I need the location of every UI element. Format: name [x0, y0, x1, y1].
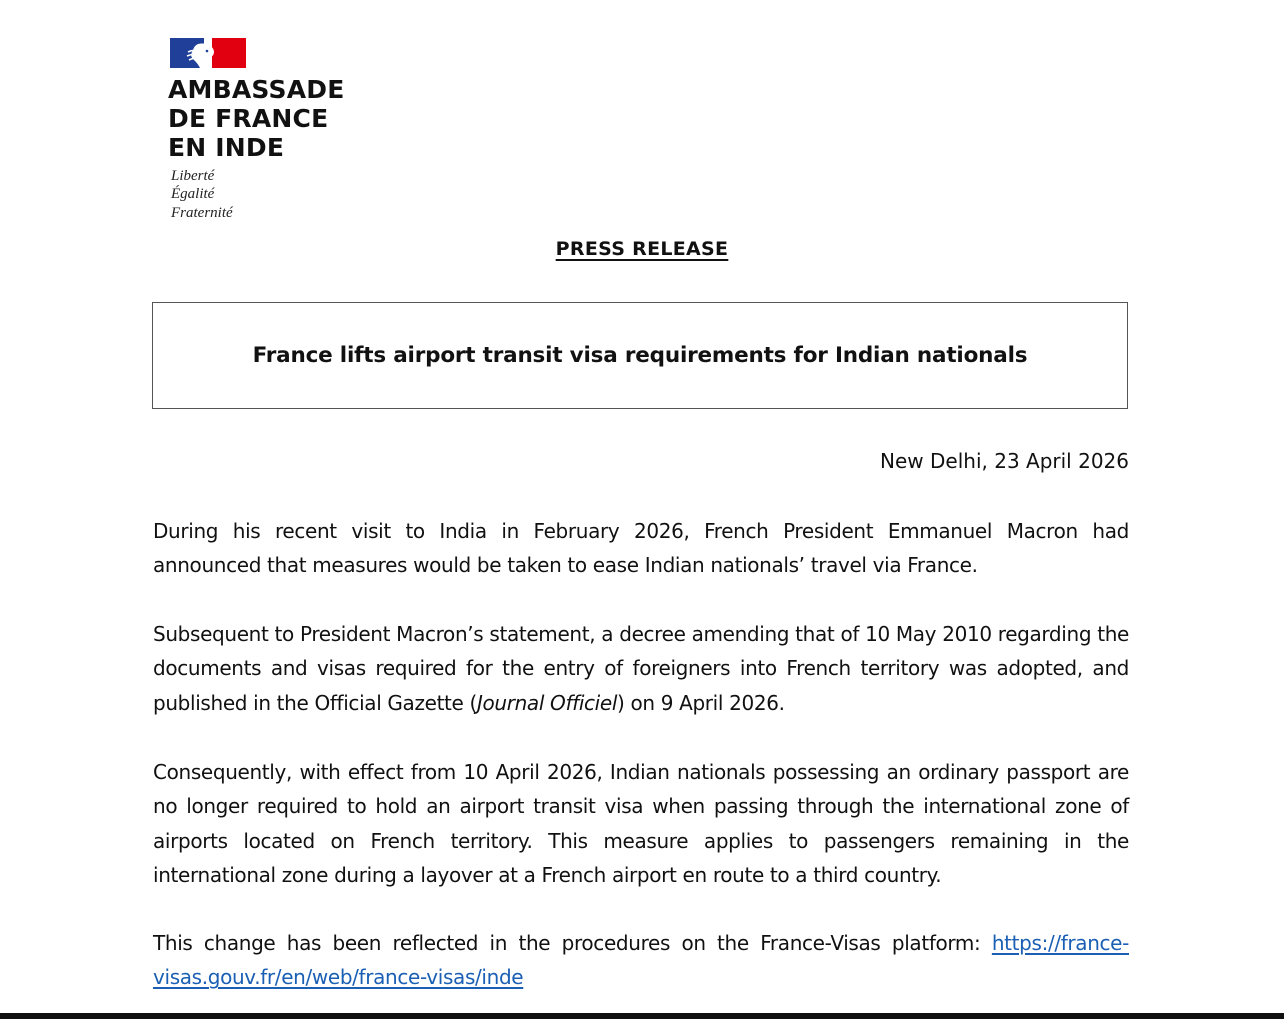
- france-visas-link[interactable]: https://france-visas.gouv.fr/en/web/france-visas/inde: [153, 931, 1129, 990]
- release-title: France lifts airport transit visa requirements for Indian nationals: [252, 343, 1028, 368]
- motto-egalite: Égalité: [171, 186, 215, 202]
- org-name-line-2: DE FRANCE: [168, 104, 329, 133]
- embassy-logo: [166, 34, 366, 234]
- paragraph-1: During his recent visit to India in February 2026, French President Emmanuel Macron had announced that measures would be taken to ease Indian nationals’ travel via France.: [153, 519, 1129, 578]
- motto-liberte: Liberté: [171, 168, 215, 184]
- bottom-border-bar: [0, 1013, 1284, 1019]
- paragraph-4-text: This change has been reflected in the procedures on the France-Visas platform:: [153, 931, 992, 955]
- marianne-flag-icon: [170, 38, 246, 68]
- org-name-line-3: EN INDE: [168, 133, 285, 162]
- press-release-heading: PRESS RELEASE: [555, 238, 729, 260]
- paragraph-2-text-start: Subsequent to President Macron’s statement, a decree amending that of 10 May 2010 regarding the documents and visas required for the entry of foreigners into French territory was adopted, and published in the Official Gazette (: [153, 622, 1129, 715]
- paragraph-3: Consequently, with effect from 10 April 2026, Indian nationals possessing an ordinary passport are no longer required to hold an airport transit visa when passing through the international zone of airports located on French territory. This measure applies to passengers remaining in the international zone during a layover at a French airport en route to a third country.: [153, 760, 1129, 887]
- paragraph-4: [153, 926, 1129, 995]
- dateline: New Delhi, 23 April 2026: [880, 449, 1129, 473]
- paragraph-2: [153, 617, 1129, 720]
- paragraph-2-text-end: ) on 9 April 2026.: [617, 690, 785, 715]
- journal-officiel-italic: Journal Officiel: [476, 690, 618, 715]
- motto-fraternite: Fraternité: [171, 205, 233, 221]
- org-name-line-1: AMBASSADE: [168, 75, 345, 104]
- title-box: [152, 302, 1128, 409]
